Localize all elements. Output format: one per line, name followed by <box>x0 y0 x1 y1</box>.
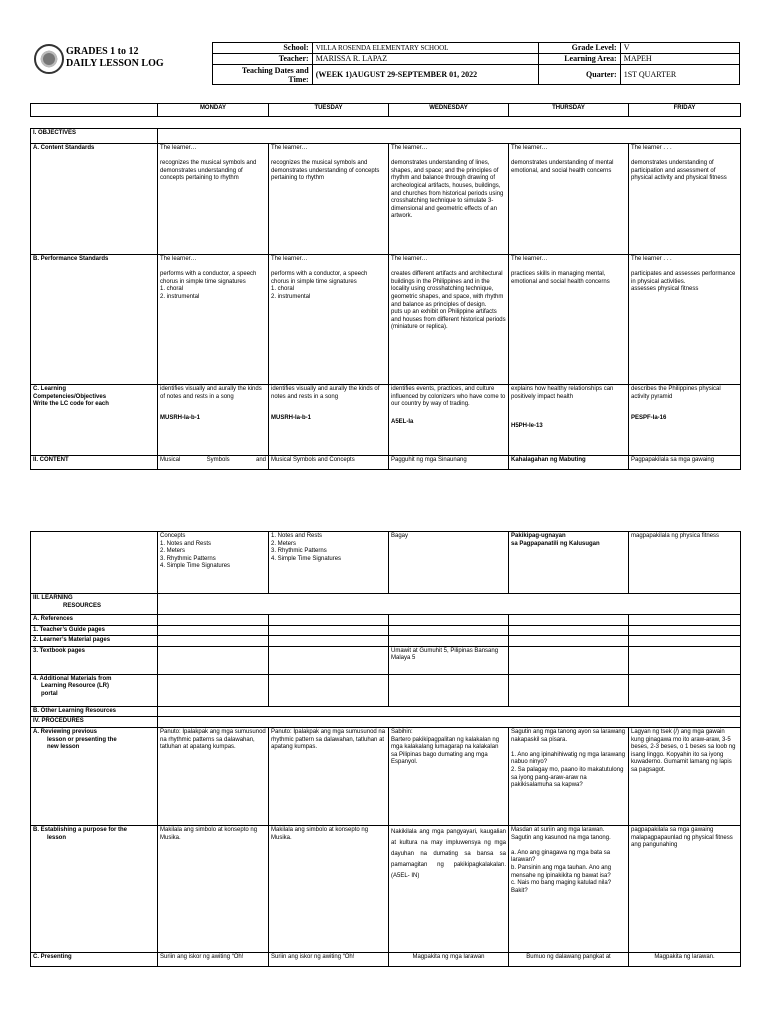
reviewing-label: A. Reviewing previous lesson or presenting the new lesson <box>31 727 158 825</box>
objectives-heading: I. OBJECTIVES <box>31 129 158 144</box>
performance-standards-wed: The learner… creates different artifacts and architectural buildings in the Philippines and in the locality using crosshatching technique, geometric shapes, and space, with rhythm and balance as principles of design. puts up an exhibit on Philippine artifacts and houses from different historical periods (miniature or replica). <box>389 255 509 385</box>
references-label: A. References <box>31 615 158 626</box>
purpose-label: B. Establishing a purpose for the lesson <box>31 825 158 952</box>
day-monday: MONDAY <box>158 104 269 117</box>
performance-standards-fri: The learner . . . participates and assesses performance in physical activities. assesses physical fitness <box>629 255 741 385</box>
other-resources-label: B. Other Learning Resources <box>31 706 158 717</box>
purpose-tue: Makilala ang simbolo at konsepto ng Musika. <box>269 825 389 952</box>
objectives-table <box>30 128 741 470</box>
content-fri: Pagpapakilala sa mga gawaing <box>629 456 741 470</box>
presenting-fri: Magpakita ng larawan. <box>629 952 741 966</box>
content-tue: Musical Symbols and Concepts <box>269 456 389 470</box>
presenting-label: C. Presenting <box>31 952 158 966</box>
performance-standards-mon: The learner… performs with a conductor, a speech chorus in simple time signatures 1. choral 2. instrumental <box>158 255 269 385</box>
title-line-1: GRADES 1 to 12 <box>66 46 139 57</box>
header <box>30 42 740 90</box>
lc-code-fri: PESPF-Ia-16 <box>631 415 667 422</box>
days-header-blank <box>31 104 158 117</box>
quarter-value: 1ST QUARTER <box>620 65 739 85</box>
purpose-thu: Masdan at suriin ang mga larawan. Sagutin ang kasunod na mga tanong. a. Ano ang ginagawa ng mga bata sa larawan? b. Pansinin ang mga tauhan. Ano ang mensahe ng ipinakikita ng bawat isa? c. Nais mo bang maging katulad nila? Bakit? <box>509 825 629 952</box>
content-cont-thu: Pakikipag-ugnayan sa Pagpapanatili ng Kalusugan <box>509 532 629 594</box>
content-heading: II. CONTENT <box>31 456 158 470</box>
purpose-fri: pagpapakilala sa mga gawaing malapagpapaunlad ng physical fitness ang pangunahing <box>629 825 741 952</box>
competencies-thu: explains how healthy relationships can positively impact health H5PH-Ie-13 <box>509 385 629 456</box>
tg-pages-label: 1. Teacher’s Guide pages <box>31 625 158 636</box>
reviewing-fri: Lagyan ng tsek (/) ang mga gawain kung ginagawa mo ito araw-araw, 3-5 beses, 2-3 beses, o 1 beses sa loob ng isang linggo. Kopyahin ito sa iyong kuwaderno. Gumamit lamang ng lapis sa pagsagot. <box>629 727 741 825</box>
presenting-mon: Suriin ang iskor ng awiting “Oh! <box>158 952 269 966</box>
content-wed: Pagguhit ng mga Sinaunang <box>389 456 509 470</box>
area-label: Learning Area: <box>538 54 620 65</box>
reviewing-thu: Sagutin ang mga tanong ayon sa larawang nakapaskil sa pisara. 1. Ano ang ipinahihiwatig ng mga larawang nabuo ninyo? 2. Sa palagay mo, paano ito makatutulong sa iyong pang-araw-araw na pakikisalamuha sa kapwa? <box>509 727 629 825</box>
day-friday: FRIDAY <box>629 104 741 117</box>
textbook-pages-label: 3. Textbook pages <box>31 646 158 674</box>
teacher-value: MARISSA R. LAPAZ <box>312 54 538 65</box>
performance-standards-tue: The learner… performs with a conductor, a speech chorus in simple time signatures 1. choral 2. instrumental <box>269 255 389 385</box>
learning-resources-heading: III. LEARNING RESOURCES <box>31 594 158 615</box>
competencies-fri: describes the Philippines physical activity pyramid PESPF-Ia-16 <box>629 385 741 456</box>
document-title <box>66 46 164 70</box>
dates-value: (WEEK 1)AUGUST 29-SEPTEMBER 01, 2022 <box>312 65 538 85</box>
lc-code-tue: MUSRH-Ia-b-1 <box>271 415 311 422</box>
reviewing-wed: Sabihin: Bartero pakikipagpalitan ng kalakalan ng mga kalakalang lumagarap na kalakalan sa Pilipinas bago dumating ang mga Espanyol. <box>389 727 509 825</box>
reviewing-tue: Panuto: Ipalakpak ang mga sumusunod na rhythmic pattern sa dalawahan, tatluhan at apatang kumpas. <box>269 727 389 825</box>
content-standards-wed: The learner… demonstrates understanding of lines, shapes, and space; and the principles of rhythm and balance through drawing of archeological artifacts, houses, buildings, and churches from historical periods using crosshatching technique to simulate 3-dimensional and geometric effects of an artwork. <box>389 144 509 255</box>
dates-label: Teaching Dates and Time: <box>213 65 313 85</box>
lc-code-thu: H5PH-Ie-13 <box>511 423 543 430</box>
lc-code-mon: MUSRH-Ia-b-1 <box>160 415 200 422</box>
lc-code-wed: A5EL-Ia <box>391 418 414 425</box>
area-value: MAPEH <box>620 54 739 65</box>
procedures-heading: IV. PROCEDURES <box>31 717 158 728</box>
quarter-label: Quarter: <box>538 65 620 85</box>
grade-label: Grade Level: <box>538 43 620 54</box>
content-standards-tue: The learner… recognizes the musical symbols and demonstrates understanding of concepts pertaining to rhythm <box>269 144 389 255</box>
reviewing-mon: Panuto: Ipalakpak ang mga sumusunod na rhythmic patterns sa dalawahan, tatluhan at apatang kumpas. <box>158 727 269 825</box>
content-cont-tue: 1. Notes and Rests 2. Meters 3. Rhythmic Patterns 4. Simple Time Signatures <box>269 532 389 594</box>
day-tuesday: TUESDAY <box>269 104 389 117</box>
purpose-wed: Nakikilala ang mga pangyayari, kaugalian at kultura na may impluwensya ng mga dayuhan na dumating sa bansa sa pamamagitan ng pakikipagkalakalan. (A5EL- IN) <box>389 825 509 952</box>
purpose-mon: Makilala ang simbolo at konsepto ng Musika. <box>158 825 269 952</box>
teacher-label: Teacher: <box>213 54 313 65</box>
presenting-thu: Bumuo ng dalawang pangkat at <box>509 952 629 966</box>
additional-materials-label: 4. Additional Materials from Learning Resource (LR) portal <box>31 674 158 706</box>
competencies-tue: identifies visually and aurally the kinds of notes and rests in a song MUSRH-Ia-b-1 <box>269 385 389 456</box>
content-standards-mon: The learner… recognizes the musical symbols and demonstrates understanding of concepts pertaining to rhythm <box>158 144 269 255</box>
school-label: School: <box>213 43 313 54</box>
grade-value: V <box>620 43 739 54</box>
competencies-mon: identifies visually and aurally the kinds of notes and rests in a song MUSRH-Ia-b-1 <box>158 385 269 456</box>
performance-standards-thu: The learner… practices skills in managing mental, emotional and social health concerns <box>509 255 629 385</box>
school-info-table <box>212 42 740 85</box>
days-header-table <box>30 103 741 117</box>
procedures-table <box>30 531 741 967</box>
day-thursday: THURSDAY <box>509 104 629 117</box>
content-thu: Kahalagahan ng Mabuting <box>509 456 629 470</box>
content-mon: Musical Symbols and <box>158 456 269 470</box>
school-value: VILLA ROSENDA ELEMENTARY SCHOOL <box>312 43 538 54</box>
competencies-wed: identifies events, practices, and culture influenced by colonizers who have come to our country by way of trading. A5EL-Ia <box>389 385 509 456</box>
presenting-tue: Suriin ang iskor ng awiting “Oh! <box>269 952 389 966</box>
content-standards-fri: The learner . . . demonstrates understanding of participation and assessment of physical activity and physical fitness <box>629 144 741 255</box>
content-standards-label: A. Content Standards <box>31 144 158 255</box>
competencies-label: C. Learning Competencies/Objectives Write the LC code for each <box>31 385 158 456</box>
content-cont-mon: Concepts 1. Notes and Rests 2. Meters 3. Rhythmic Patterns 4. Simple Time Signatures <box>158 532 269 594</box>
day-wednesday: WEDNESDAY <box>389 104 509 117</box>
presenting-wed: Magpakita ng mga larawan <box>389 952 509 966</box>
deped-seal-icon <box>34 44 64 74</box>
content-standards-thu: The learner… demonstrates understanding of mental emotional, and social health concerns <box>509 144 629 255</box>
title-line-2: DAILY LESSON LOG <box>66 58 164 69</box>
content-cont-wed: Bagay <box>389 532 509 594</box>
textbook-wed: Umawit at Gumuhit 5, Pilipinas Bansang Malaya 5 <box>389 646 509 674</box>
lm-pages-label: 2. Learner’s Material pages <box>31 636 158 647</box>
content-cont-fri: magpapakilala ng physica fitness <box>629 532 741 594</box>
performance-standards-label: B. Performance Standards <box>31 255 158 385</box>
